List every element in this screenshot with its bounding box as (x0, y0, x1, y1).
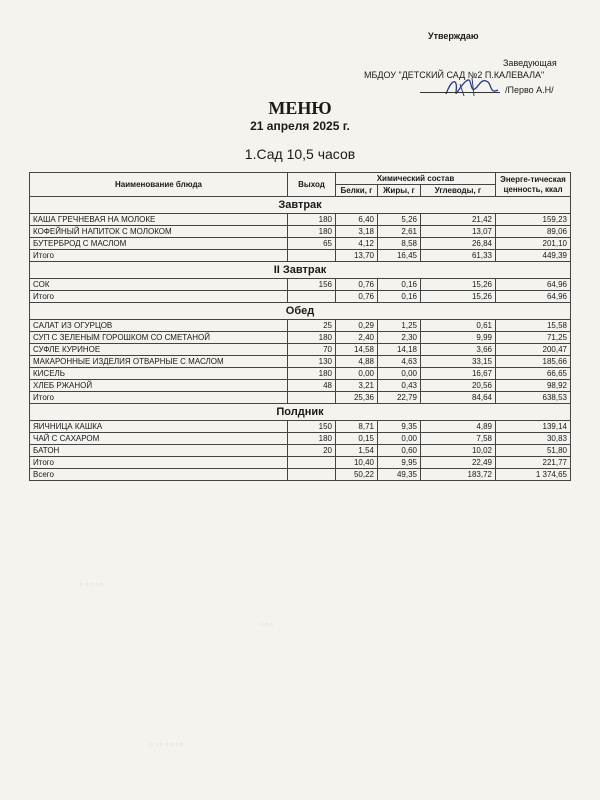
table-row (30, 433, 571, 445)
col-protein-header: Белки, г (336, 185, 378, 197)
dish-fat: 2,30 (378, 332, 421, 344)
dish-name: БУТЕРБРОД С МАСЛОМ (30, 238, 288, 250)
dish-output: 25 (288, 320, 336, 332)
total-output (288, 250, 336, 262)
dish-name: САЛАТ ИЗ ОГУРЦОВ (30, 320, 288, 332)
total-energy: 449,39 (496, 250, 571, 262)
dish-energy: 98,92 (496, 380, 571, 392)
table-row (30, 226, 571, 238)
menu-table (29, 172, 571, 481)
total-row (30, 250, 571, 262)
dish-protein: 4,12 (336, 238, 378, 250)
dish-carb: 3,66 (421, 344, 496, 356)
col-fat-header: Жиры, г (378, 185, 421, 197)
dish-output: 156 (288, 279, 336, 291)
signature-icon (442, 74, 502, 100)
page-title: МЕНЮ (268, 98, 332, 118)
dish-name: СУФЛЕ КУРИНОЕ (30, 344, 288, 356)
dish-energy: 185,66 (496, 356, 571, 368)
dish-protein: 0,15 (336, 433, 378, 445)
dish-fat: 0,60 (378, 445, 421, 457)
dish-fat: 0,16 (378, 279, 421, 291)
grand-total-protein: 50,22 (336, 469, 378, 481)
total-energy: 64,96 (496, 291, 571, 303)
dish-name: ХЛЕБ РЖАНОЙ (30, 380, 288, 392)
col-output-header: Выход (288, 173, 336, 197)
dish-output: 150 (288, 421, 336, 433)
dish-energy: 30,83 (496, 433, 571, 445)
dish-energy: 15,58 (496, 320, 571, 332)
dish-protein: 14,58 (336, 344, 378, 356)
table-row (30, 445, 571, 457)
dish-fat: 14,18 (378, 344, 421, 356)
meal-name: II Завтрак (30, 262, 571, 279)
meal-header-row (30, 262, 571, 279)
dish-energy: 51,80 (496, 445, 571, 457)
grand-total-carb: 183,72 (421, 469, 496, 481)
approve-label: Утверждаю (428, 31, 479, 41)
total-protein: 25,36 (336, 392, 378, 404)
dish-protein: 4,88 (336, 356, 378, 368)
signature-line (420, 92, 500, 93)
dish-carb: 26,84 (421, 238, 496, 250)
organization-label: МБДОУ "ДЕТСКИЙ САД №2 П.КАЛЕВАЛА" (364, 70, 545, 80)
total-fat: 9,95 (378, 457, 421, 469)
dish-fat: 0,43 (378, 380, 421, 392)
total-fat: 16,45 (378, 250, 421, 262)
meal-name: Обед (30, 303, 571, 320)
total-output (288, 457, 336, 469)
total-protein: 0,76 (336, 291, 378, 303)
dish-output: 20 (288, 445, 336, 457)
dish-carb: 15,26 (421, 279, 496, 291)
dish-name: КОФЕЙНЫЙ НАПИТОК С МОЛОКОМ (30, 226, 288, 238)
dish-fat: 4,63 (378, 356, 421, 368)
dish-output: 180 (288, 226, 336, 238)
table-row (30, 214, 571, 226)
dish-output: 130 (288, 356, 336, 368)
grand-total-energy: 1 374,65 (496, 469, 571, 481)
total-label: Итого (30, 250, 288, 262)
dish-carb: 33,15 (421, 356, 496, 368)
dish-output: 180 (288, 332, 336, 344)
dish-carb: 7,58 (421, 433, 496, 445)
meal-header-row (30, 197, 571, 214)
total-row (30, 291, 571, 303)
dish-name: ЧАЙ С САХАРОМ (30, 433, 288, 445)
dish-output: 70 (288, 344, 336, 356)
dish-energy: 201,10 (496, 238, 571, 250)
section-title: 1.Сад 10,5 часов (244, 146, 356, 162)
dish-carb: 21,42 (421, 214, 496, 226)
dish-fat: 8,58 (378, 238, 421, 250)
dish-name: ЯИЧНИЦА КАШКА (30, 421, 288, 433)
bleed-through-back-page: ▫ ▫ ▫ ▫ ▫ ▫ ▫ ▫ ▫ ▫ ▫ ▫ ▫ ▫ ▫ (80, 580, 273, 749)
dish-output: 180 (288, 433, 336, 445)
dish-energy: 159,23 (496, 214, 571, 226)
table-row (30, 332, 571, 344)
dish-carb: 20,56 (421, 380, 496, 392)
col-chem-header: Химический состав (336, 173, 496, 185)
total-row (30, 457, 571, 469)
col-name-header: Наименование блюда (30, 173, 288, 197)
dish-protein: 6,40 (336, 214, 378, 226)
dish-name: КАША ГРЕЧНЕВАЯ НА МОЛОКЕ (30, 214, 288, 226)
dish-carb: 10,02 (421, 445, 496, 457)
dish-output: 65 (288, 238, 336, 250)
position-label: Заведующая (503, 58, 557, 68)
dish-carb: 16,67 (421, 368, 496, 380)
table-row (30, 421, 571, 433)
dish-protein: 2,40 (336, 332, 378, 344)
col-energy-header: Энерге-тическая ценность, ккал (496, 173, 571, 197)
table-row (30, 356, 571, 368)
dish-protein: 0,29 (336, 320, 378, 332)
signer-name: /Перво А.Н/ (505, 85, 554, 95)
dish-energy: 64,96 (496, 279, 571, 291)
total-carb: 61,33 (421, 250, 496, 262)
dish-energy: 66,65 (496, 368, 571, 380)
dish-fat: 1,25 (378, 320, 421, 332)
col-carb-header: Углеводы, г (421, 185, 496, 197)
dish-carb: 13,07 (421, 226, 496, 238)
dish-protein: 8,71 (336, 421, 378, 433)
dish-fat: 2,61 (378, 226, 421, 238)
grand-total-fat: 49,35 (378, 469, 421, 481)
dish-protein: 3,21 (336, 380, 378, 392)
dish-fat: 5,26 (378, 214, 421, 226)
total-output (288, 291, 336, 303)
table-row (30, 238, 571, 250)
dish-name: БАТОН (30, 445, 288, 457)
dish-protein: 1,54 (336, 445, 378, 457)
dish-fat: 0,00 (378, 433, 421, 445)
total-output (288, 392, 336, 404)
dish-name: КИСЕЛЬ (30, 368, 288, 380)
total-fat: 22,79 (378, 392, 421, 404)
total-row (30, 392, 571, 404)
grand-total-row (30, 469, 571, 481)
menu-date: 21 апреля 2025 г. (250, 119, 350, 133)
meal-header-row (30, 404, 571, 421)
dish-output: 180 (288, 214, 336, 226)
total-energy: 638,53 (496, 392, 571, 404)
dish-energy: 139,14 (496, 421, 571, 433)
dish-protein: 0,76 (336, 279, 378, 291)
dish-energy: 89,06 (496, 226, 571, 238)
total-protein: 10,40 (336, 457, 378, 469)
table-row (30, 279, 571, 291)
total-carb: 22,49 (421, 457, 496, 469)
table-row (30, 380, 571, 392)
dish-name: СУП С ЗЕЛЕНЫМ ГОРОШКОМ СО СМЕТАНОЙ (30, 332, 288, 344)
dish-name: МАКАРОННЫЕ ИЗДЕЛИЯ ОТВАРНЫЕ С МАСЛОМ (30, 356, 288, 368)
grand-total-output (288, 469, 336, 481)
total-carb: 84,64 (421, 392, 496, 404)
dish-name: СОК (30, 279, 288, 291)
dish-carb: 4,89 (421, 421, 496, 433)
total-fat: 0,16 (378, 291, 421, 303)
dish-energy: 71,25 (496, 332, 571, 344)
total-protein: 13,70 (336, 250, 378, 262)
dish-carb: 0,61 (421, 320, 496, 332)
total-label: Итого (30, 457, 288, 469)
total-carb: 15,26 (421, 291, 496, 303)
menu-table-body (30, 197, 571, 481)
total-label: Итого (30, 291, 288, 303)
table-row (30, 344, 571, 356)
dish-fat: 0,00 (378, 368, 421, 380)
dish-carb: 9,99 (421, 332, 496, 344)
dish-energy: 200,47 (496, 344, 571, 356)
table-row (30, 320, 571, 332)
meal-name: Полдник (30, 404, 571, 421)
meal-name: Завтрак (30, 197, 571, 214)
table-row (30, 368, 571, 380)
dish-output: 48 (288, 380, 336, 392)
dish-protein: 0,00 (336, 368, 378, 380)
total-label: Итого (30, 392, 288, 404)
dish-fat: 9,35 (378, 421, 421, 433)
grand-total-label: Всего (30, 469, 288, 481)
dish-protein: 3,18 (336, 226, 378, 238)
dish-output: 180 (288, 368, 336, 380)
total-energy: 221,77 (496, 457, 571, 469)
meal-header-row (30, 303, 571, 320)
